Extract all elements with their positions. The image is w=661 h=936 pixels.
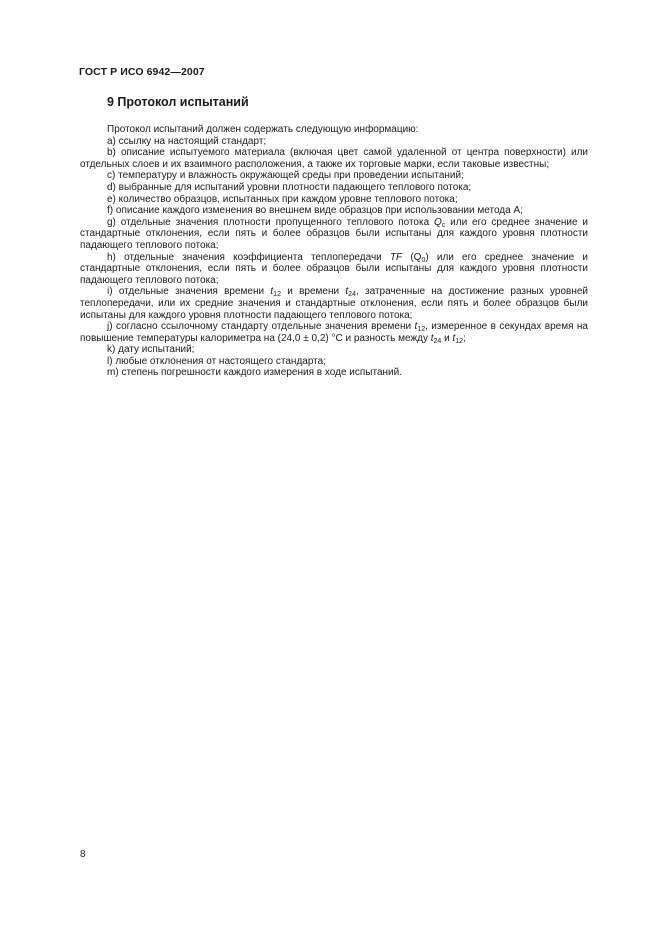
symbol: Q — [434, 216, 442, 228]
intro-paragraph: Протокол испытаний должен содержать следующую информацию: — [107, 124, 419, 135]
page-number: 8 — [80, 849, 86, 860]
list-item-b: b) описание испытуемого материала (включая цвет самой удаленной от центра поверхности) или отдельных слоев и их взаимного расположения, а также их торговые марки, если таковые известны; — [80, 147, 588, 170]
symbol: t — [345, 286, 349, 298]
list-item-h — [80, 252, 588, 287]
list-item-c: с) температуру и влажность окружающей среды при проведении испытаний; — [107, 170, 464, 182]
subscript: 12 — [273, 291, 281, 299]
symbol: t — [414, 321, 418, 333]
list-item-j — [80, 321, 588, 344]
symbol: TF — [389, 251, 403, 263]
symbol: t — [270, 286, 274, 298]
subscript: 24 — [433, 337, 442, 345]
list-item-m: m) степень погрешности каждого измерения в ходе испытаний. — [107, 367, 402, 379]
text-span: и времени — [280, 286, 346, 298]
list-item-a: а) ссылку на настоящий стандарт; — [107, 135, 267, 147]
symbol: t — [430, 332, 434, 344]
text-span: и — [441, 332, 453, 344]
subscript: 12 — [455, 337, 464, 345]
section-title: 9 Протокол испытаний — [107, 95, 249, 109]
subscript: 12 — [417, 326, 426, 334]
list-item-f: f) описание каждого изменения во внешнем виде образцов при использовании метода А; — [107, 205, 523, 217]
text-span: h) отдельные значения коэффициента теплопередачи — [107, 251, 390, 263]
text-span: , измеренное в секундах время на повышение температуры калориметра на (24,0 ± 0,2) °С и разность между — [80, 321, 588, 344]
text-span: j) согласно ссылочному стандарту отдельные значения времени — [107, 321, 415, 333]
list-item-l: l) любые отклонения от настоящего стандарта; — [107, 355, 326, 367]
text-span: g) отдельные значения плотности пропущенного теплового потока — [107, 216, 435, 228]
list-item-d: d) выбранные для испытаний уровни плотности падающего теплового потока; — [107, 181, 472, 193]
list-item-g — [80, 217, 588, 252]
section-body — [80, 124, 588, 379]
list-item-k: k) дату испытаний; — [107, 344, 195, 356]
list-item-i — [80, 286, 588, 321]
text-span: ; — [463, 332, 466, 344]
text-span: или его среднее значение и стандартные отклонения, если пять и более образцов были испытаны для каждого уровня плотности падающего теплового потока; — [80, 216, 588, 251]
subscript: c — [441, 221, 446, 229]
text-span: , затраченные на достижение разных уровней теплопередачи, или их средние значения и стандартные отклонения, если пять и более образцов были испытаны для каждого уровня плотности падающего теплового потока; — [80, 286, 588, 321]
list-item-e: е) количество образцов, испытанных при каждом уровне теплового потока; — [107, 193, 458, 205]
text-span: (Q — [402, 251, 422, 263]
document-header: ГОСТ Р ИСО 6942—2007 — [79, 66, 205, 78]
text-span: ) или его среднее значение и стандартные отклонения, если пять и более образцов были испытаны для каждого уровня плотности падающего теплового потока; — [80, 251, 589, 286]
subscript: 24 — [348, 291, 356, 299]
text-span: i) отдельные значения времени — [107, 286, 271, 298]
symbol: t — [452, 332, 456, 344]
subscript: 0 — [421, 256, 426, 264]
